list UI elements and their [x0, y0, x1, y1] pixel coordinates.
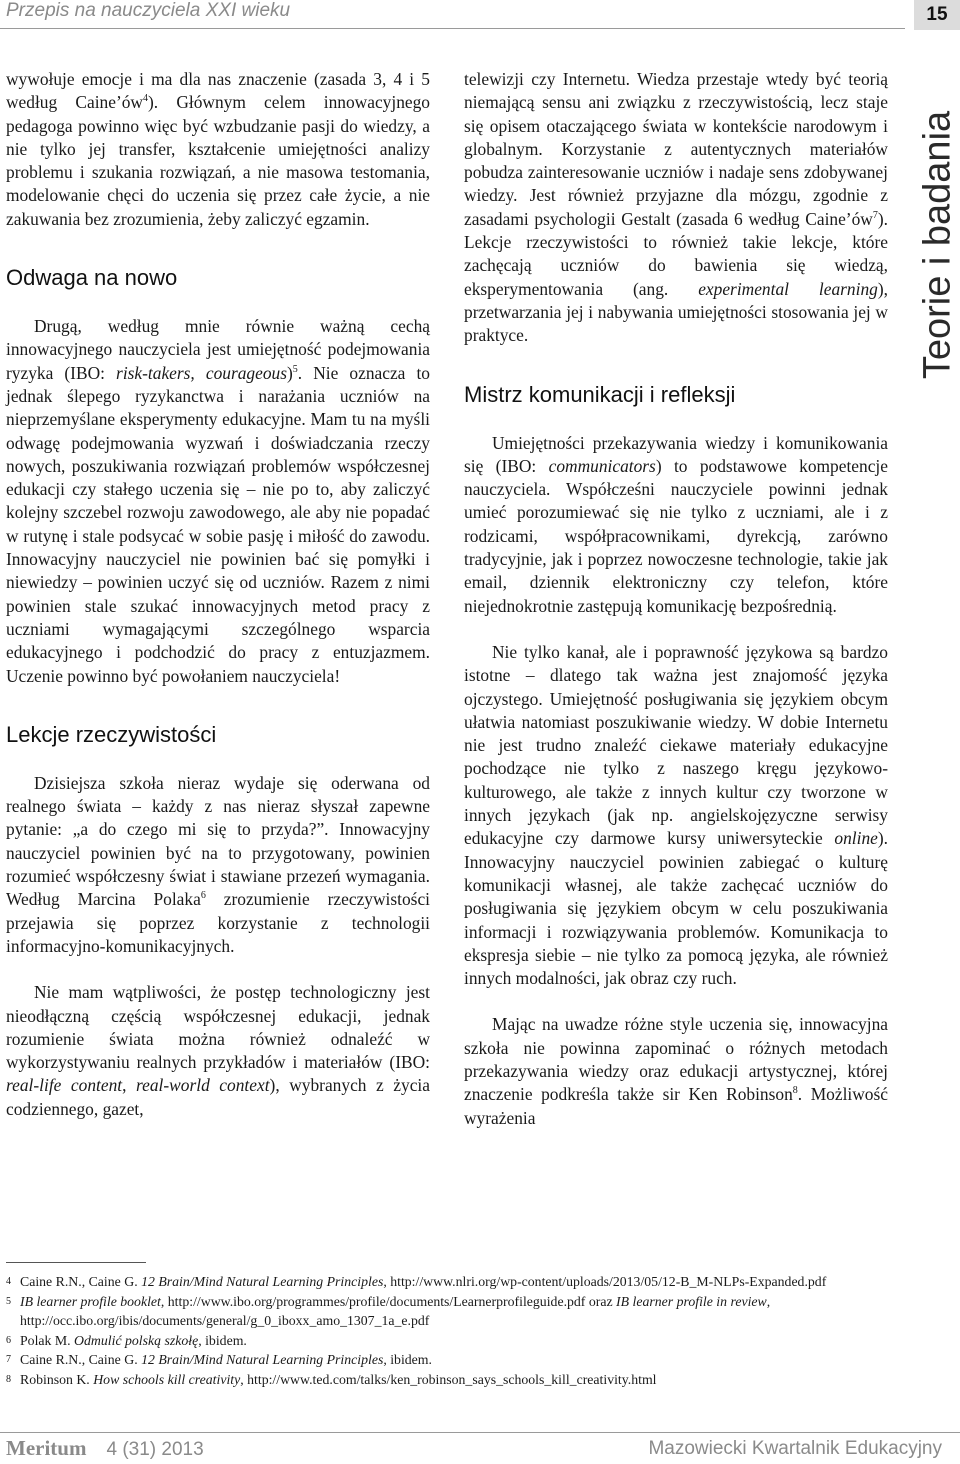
footer-issue: 4 (31) 2013 [106, 1439, 204, 1460]
paragraph: Dzisiejsza szkoła nieraz wydaje się oderwana od realnego świata – każdy z nas nieraz słyszał zapewne pytanie: „a do czego mi się to przyda?”. Innowacyjny nauczyciel powinien być na to przygotowany, powinien rozumieć współczesny świat i stawiane przezeń wymagania. Według Marcina Polaka$^6$ zrozumienie rzeczywistości przejawia się poprzez korzystanie z technologii informacyjno-komunikacyjnych. [6, 772, 430, 956]
footnotes [6, 1272, 891, 1390]
footnote-4: 4 Caine R.N., Caine G. 12 Brain/Mind Natural Learning Principles, http://www.nlri.org/wp-content/uploads/2013/05/12-B_M-NLPs-Expanded.pdf [6, 1274, 827, 1289]
section-side-label-text: Teorie i badania [916, 110, 959, 380]
section-heading-odwaga: Odwaga na nowo [6, 265, 178, 291]
paragraph: wywołuje emocje i ma dla nas znaczenie (zasada 3, 4 i 5 według $Caine’ów^4$). Głównym celem innowacyjnego pedagoga powinno więc być wzbudzanie pasji do wiedzy, a nie tylko jej transfer, kształcenie umiejętności analizy problemu i szukania rozwiązań, a nie masowa testomania, modelowanie chęci do uczenia się przez całe życie, a nie zakuwania bez zrozumienia, żeby zaliczyć egzamin. [6, 69, 431, 229]
footnote-divider [6, 1262, 146, 1263]
running-header: Przepis na nauczyciela XXI wieku [6, 0, 291, 21]
footer-left [6, 1436, 204, 1461]
paragraph: Drugą, według mnie równie ważną cechą innowacyjnego nauczyciela jest umiejętność podejmowania ryzyka (IBO: risk-takers, courageous)$^5$. Nie oznacza to jednak ślepego ryzykanctwa i narażania uczniów na nieprzemyślane eksperymenty edukacyjne. Mam tu na myśli odwagę podejmowania wyzwań i doświadczania rzeczy nowych, poszukiwania rozwiązań problemów współczesnej edukacji czy stałego uczenia się – nie po to, aby zaliczyć kolejny szczebel rozwoju zawodowego, ale aby nie popadać w rutynę i stale podsycać w sobie pasję i miłość do zawodu. Innowacyjny nauczyciel nie powinien bać się pomyłki i niewiedzy – powinien uczyć się od uczniów. Razem z nimi powinien stale szukać innowacyjnych metod pracy z uczniami wymagającymi szczególnego wsparcia edukacyjnego i podchodzić do pracy z entuzjazmem. Uczenie powinno być powołaniem nauczyciela! [6, 316, 430, 686]
footnote-ref: 4 [143, 93, 148, 105]
footnote-6: 6 Polak M. Odmulić polską szkołę, ibidem. [6, 1332, 247, 1348]
section-heading-mistrz: Mistrz komunikacji i refleksji [464, 381, 736, 407]
right-column [464, 68, 888, 1130]
paragraph: Umiejętności przekazywania wiedzy i komunikowania się (IBO: communicators) to podstawowe kompetencje nauczyciela. Współcześni nauczyciele powinni jednak umieć porozumiewać się nie tylko z uczniami, ale i z rodzicami, współpracownikami, dyrekcją, zarówno tradycyjnie, jak i poprzez nowoczesne technologie, takie jak email, dziennik elektroniczny czy telefon, które niejednokrotnie zastępują komunikację bezpośrednią. [464, 432, 888, 616]
paragraph: Nie mam wątpliwości, że postęp technologiczny jest nieodłączną częścią współczesnej edukacji, jednak rozumienie świata można również odnaleźć w wykorzystywaniu realnych przykładów i materiałów (IBO: real-life content, real-world context), wybranych z życia codziennego, gazet, [6, 982, 430, 1119]
footnote-ref: 8 [792, 1085, 798, 1097]
footer-brand: Meritum [6, 1436, 87, 1460]
page-number: 15 [914, 0, 960, 30]
footnote-8: 8 Robinson K. How schools kill creativity, http://www.ted.com/talks/ken_robinson_says_schools_kill_creativity.html [6, 1371, 657, 1387]
paragraph: telewizji czy Internetu. Wiedza przestaje wtedy być teorią niemającą sensu ani związku z rzeczywistością, lecz staje się opisem otaczającego świata w kontekście narodowym i globalnym. Korzystanie z autentycznych materiałów pobudza zainteresowanie uczniów i nadaje sens zdobywanej wiedzy. Jest również przyjazne dla mózgu, zgodnie z zasadami psychologii Gestalt (zasada 6 według $Caine’ów^7$). Lekcje rzeczywistości to również takie lekcje, które zachęcają uczniów do bawienia się wiedzą, eksperymentowania (ang. experimental learning), przetwarzania jej i nabywania umiejętności stosowania jej w praktyce. [464, 69, 888, 346]
footnote-5: 5 IB learner profile booklet, http://www.ibo.org/programmes/profile/documents/Learnerprofileguide.pdf oraz IB learner profile in review, http://occ.ibo.org/ibis/documents/general/g_0_iboxx_amo_1307_1a_e.pdf [6, 1293, 771, 1329]
section-heading-lekcje: Lekcje rzeczywistości [6, 721, 217, 747]
footnote-ref: 6 [200, 890, 206, 902]
section-side-label [915, 70, 960, 420]
footnote-7: 7 Caine R.N., Caine G. 12 Brain/Mind Natural Learning Principles, ibidem. [6, 1352, 432, 1368]
paragraph: Nie tylko kanał, ale i poprawność językowa są bardzo istotne – dlatego tak ważna jest znajomość języka ojczystego. Umiejętność posługiwania się językiem obcym ułatwia natomiast poszukiwanie wiedzy. W dobie Internetu nie jest trudno znaleźć ciekawe materiały edukacyjne pochodzące nie tylko z naszego kręgu językowo-kulturowego, ale także z innych kultur czy tworzone w innych językach (jak np. angielskojęzyczne serwisy edukacyjne czy darmowe kursy uniwersyteckie online). Innowacyjny nauczyciel powinien zabiegać o kulturę komunikacji własnej, ale także zachęcać uczniów do posługiwania się językiem obcym w celu poszukiwania informacji i rozwiązywania problemów. Komunikacja to ekspresja siebie – nie tylko za pomocą języka, ale również innych modalności, jak obraz czy ruch. [464, 641, 888, 989]
header-divider [0, 28, 905, 29]
footnote-ref: 7 [872, 209, 878, 221]
paragraph: Mając na uwadze różne style uczenia się, innowacyjna szkoła nie powinna zapominać o różnych metodach przekazywania wiedzy oraz edukacji artystycznej, której znaczenie podkreśla także sir Ken Robinson$^8$. Możliwość wyrażenia [464, 1014, 888, 1128]
footer-divider [0, 1432, 960, 1433]
footer-journal: Mazowiecki Kwartalnik Edukacyjny [648, 1438, 942, 1459]
footnote-ref: 5 [292, 363, 298, 375]
left-column [6, 68, 430, 1121]
